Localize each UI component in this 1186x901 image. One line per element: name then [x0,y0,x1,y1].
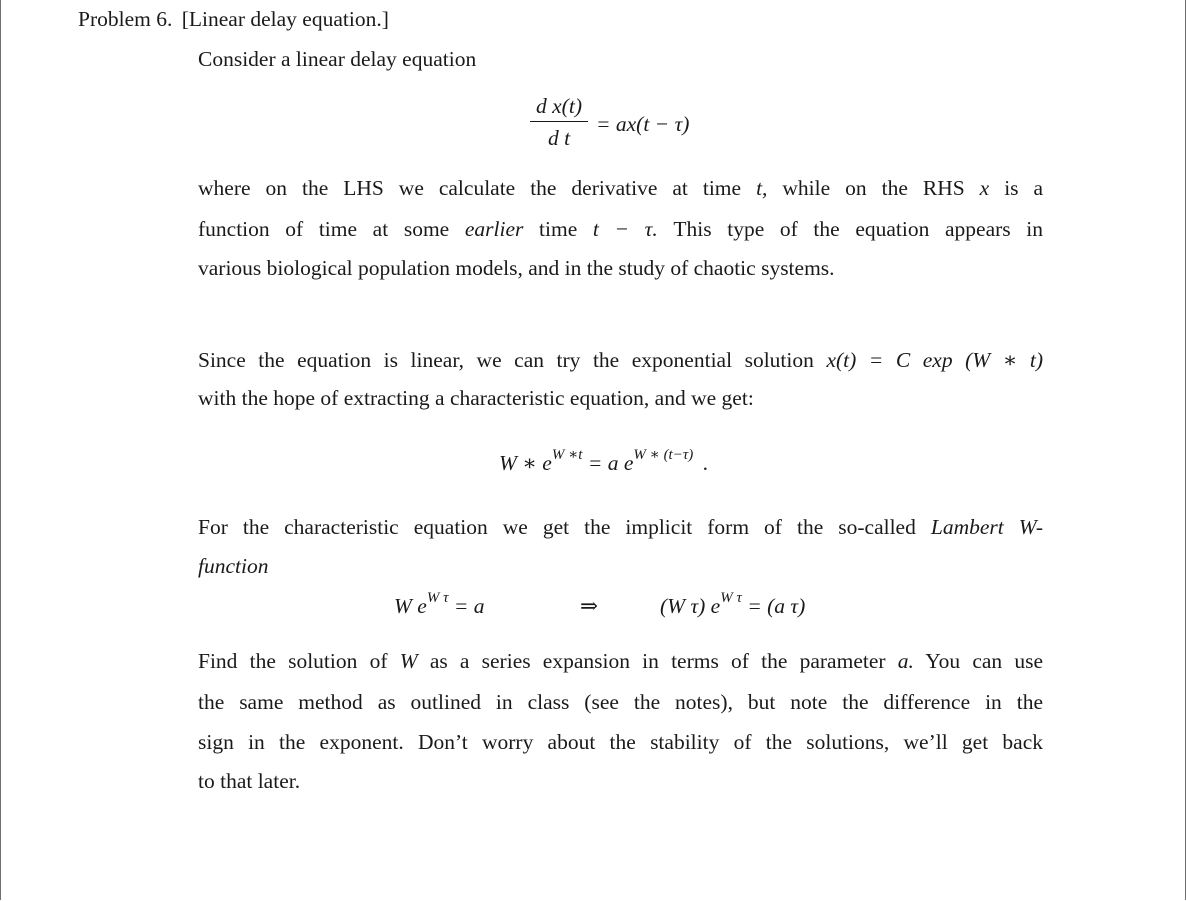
derivative-fraction [530,94,588,150]
para2-line2: with the hope of extracting a characteristic equation, and we get: [198,386,754,410]
para3-line1-part-a: For the characteristic equation we get the implicit form of the so-called [198,515,916,539]
para4-line2: the same method as outlined in class (see the notes), but note the difference in the [198,690,1043,714]
var-a: a. [897,649,914,673]
eq2-mid: = a e [587,451,634,475]
lambert-implicit-left [394,590,485,621]
para2-line1 [198,348,1043,373]
para2-line1-part-a: Since the equation is linear, we can try the exponential solution [198,348,814,372]
var-x: x [979,176,990,200]
para1-line1-part-a: where on the LHS we calculate the derivative at time [198,176,742,200]
problem-label: Problem 6. [78,7,173,31]
emphasis-lambert-w: Lambert W- [930,515,1044,539]
para4-line4: to that later. [198,769,301,793]
fraction-denominator: d t [547,126,571,150]
eq2-lhs-exponent: W ∗t [551,447,583,463]
para1-line2-part-b: time [539,217,578,241]
characteristic-equation [499,447,708,478]
exponential-solution-math: x(t) = C exp (W ∗ t) [826,348,1043,372]
para1-line2 [198,217,1043,242]
eq3-right: (W τ) e [660,594,721,618]
intro-text: Consider a linear delay equation [198,47,477,71]
emphasis-function: function [198,554,269,578]
para1-line1 [198,176,1043,201]
eq3-left-exponent: W τ [426,590,449,606]
para4-line3: sign in the exponent. Don’t worry about the stability of the solutions, we’ll get back [198,730,1043,754]
para4-line1-part-a: Find the solution of [198,649,388,673]
emphasis-earlier: earlier [464,217,524,241]
para1-line3: various biological population models, and in the study of chaotic systems. [198,256,835,280]
eq3-left: W e [394,594,427,618]
para1-line2-part-c: This type of the equation appears in [673,217,1044,241]
eq3-right-rhs: = (a τ) [747,594,806,618]
equation-1-rhs: = ax(t − τ) [596,112,690,136]
fraction-bar [530,121,588,122]
fraction-numerator: d x(t) [536,94,582,118]
para1-line1-part-b: while on the RHS [782,176,965,200]
para1-line2-part-a: function of time at some [198,217,450,241]
para4-line1-part-c: You can use [925,649,1044,673]
eq2-period: . [702,451,708,475]
para3-line1 [198,515,1043,540]
var-t: t, [756,176,768,200]
eq2-rhs-exponent: W ∗ (t−τ) [633,447,694,463]
lambert-implicit-right [660,590,806,621]
eq2-lhs: W ∗ e [499,451,552,475]
implies-arrow: ⇒ [580,594,599,618]
eq3-left-rhs: = a [453,594,485,618]
problem-heading [78,9,389,31]
var-W: W [399,649,418,673]
math-t-minus-tau: t − τ. [592,217,658,241]
problem-title: [Linear delay equation.] [181,7,389,31]
para1-line1-part-c: is a [1004,176,1044,200]
para4-line1-part-b: as a series expansion in terms of the parameter [429,649,886,673]
eq3-right-exponent: W τ [720,590,742,606]
para4-line1 [198,649,1043,674]
